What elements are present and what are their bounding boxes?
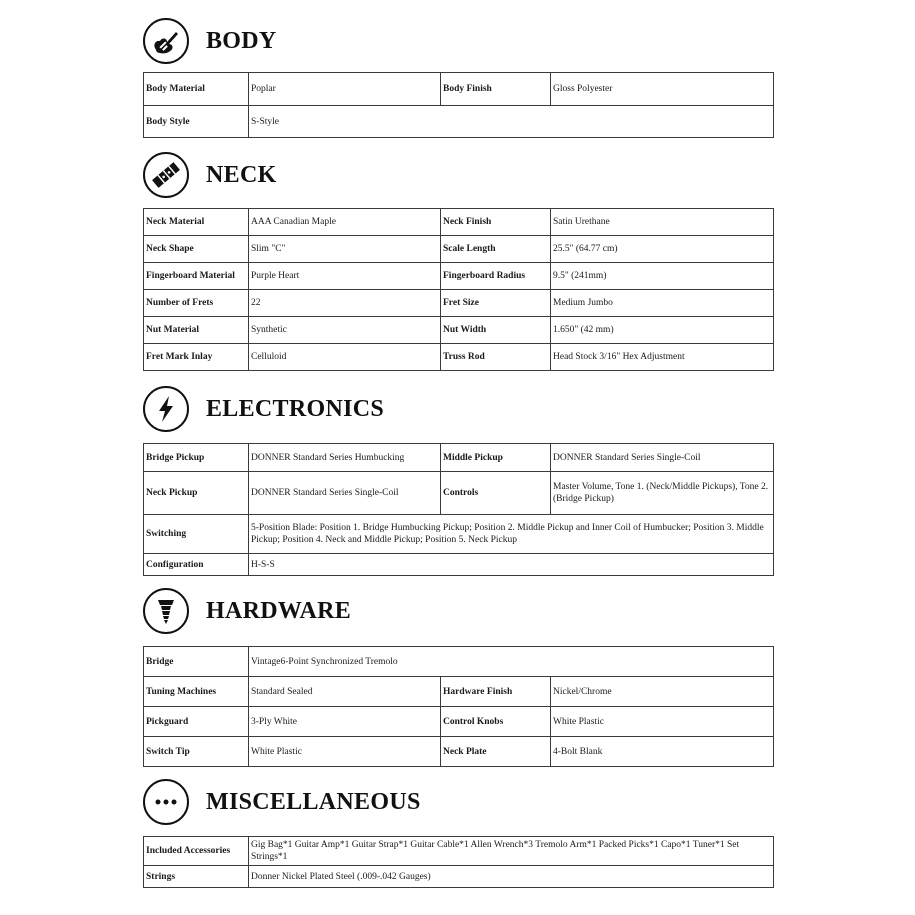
spec-key: Fret Size	[441, 290, 551, 317]
spec-key: Neck Material	[144, 209, 249, 236]
section-title: HARDWARE	[206, 597, 352, 624]
spec-key: Included Accessories	[144, 837, 249, 866]
table-row	[144, 737, 774, 767]
spec-value: Satin Urethane	[551, 209, 774, 236]
spec-value: DONNER Standard Series Single-Coil	[551, 444, 774, 472]
hardware-spec-table	[143, 646, 774, 767]
table-row	[144, 647, 774, 677]
neck-spec-table	[143, 208, 774, 371]
spec-value: 9.5" (241mm)	[551, 263, 774, 290]
table-row	[144, 444, 774, 472]
table-row	[144, 707, 774, 737]
section-title: NECK	[206, 161, 277, 188]
guitar-body-icon	[143, 18, 189, 64]
spec-key: Hardware Finish	[441, 677, 551, 707]
spec-value: 22	[249, 290, 441, 317]
spec-value: AAA Canadian Maple	[249, 209, 441, 236]
spec-key: Fingerboard Material	[144, 263, 249, 290]
spec-value: 1.650" (42 mm)	[551, 317, 774, 344]
screw-icon	[143, 588, 189, 634]
guitar-neck-icon	[143, 152, 189, 198]
spec-key: Bridge	[144, 647, 249, 677]
spec-key: Bridge Pickup	[144, 444, 249, 472]
table-row	[144, 677, 774, 707]
spec-value: Nickel/Chrome	[551, 677, 774, 707]
spec-value: Head Stock 3/16" Hex Adjustment	[551, 344, 774, 371]
table-row	[144, 317, 774, 344]
spec-key: Body Style	[144, 106, 249, 138]
spec-key: Neck Shape	[144, 236, 249, 263]
spec-value: Vintage6-Point Synchronized Tremolo	[249, 647, 774, 677]
spec-value: Slim "C"	[249, 236, 441, 263]
electronics-spec-table	[143, 443, 774, 576]
section-header-electronics	[143, 384, 384, 434]
section-header-hardware	[143, 586, 351, 636]
spec-value: White Plastic	[551, 707, 774, 737]
spec-key: Nut Width	[441, 317, 551, 344]
spec-value: Poplar	[249, 73, 441, 106]
spec-key: Body Finish	[441, 73, 551, 106]
spec-value: Medium Jumbo	[551, 290, 774, 317]
spec-value: 25.5" (64.77 cm)	[551, 236, 774, 263]
spec-value: DONNER Standard Series Humbucking	[249, 444, 441, 472]
spec-key: Truss Rod	[441, 344, 551, 371]
spec-value: Celluloid	[249, 344, 441, 371]
section-title: ELECTRONICS	[206, 395, 385, 422]
table-row	[144, 472, 774, 515]
spec-key: Nut Material	[144, 317, 249, 344]
spec-key: Neck Pickup	[144, 472, 249, 515]
table-row	[144, 290, 774, 317]
spec-key: Body Material	[144, 73, 249, 106]
table-row	[144, 866, 774, 888]
spec-key: Configuration	[144, 554, 249, 576]
table-row	[144, 236, 774, 263]
spec-key: Tuning Machines	[144, 677, 249, 707]
spec-value: 3-Ply White	[249, 707, 441, 737]
table-row	[144, 344, 774, 371]
section-header-neck	[143, 150, 277, 200]
section-title: BODY	[206, 27, 277, 54]
spec-key: Pickguard	[144, 707, 249, 737]
spec-key: Fingerboard Radius	[441, 263, 551, 290]
spec-value: Master Volume, Tone 1. (Neck/Middle Pickups), Tone 2. (Bridge Pickup)	[551, 472, 774, 515]
spec-key: Switching	[144, 515, 249, 554]
section-title: MISCELLANEOUS	[206, 788, 421, 815]
spec-value: S-Style	[249, 106, 774, 138]
table-row	[144, 73, 774, 106]
spec-key: Neck Plate	[441, 737, 551, 767]
spec-value: Purple Heart	[249, 263, 441, 290]
spec-value: 4-Bolt Blank	[551, 737, 774, 767]
spec-value: White Plastic	[249, 737, 441, 767]
spec-value: Gig Bag*1 Guitar Amp*1 Guitar Strap*1 Guitar Cable*1 Allen Wrench*3 Tremolo Arm*1 Packed Picks*1 Capo*1 Tuner*1 Set Strings*1	[249, 837, 774, 866]
section-header-body	[143, 16, 277, 66]
spec-key: Neck Finish	[441, 209, 551, 236]
table-row	[144, 837, 774, 866]
spec-key: Control Knobs	[441, 707, 551, 737]
spec-value: 5-Position Blade: Position 1. Bridge Humbucking Pickup; Position 2. Middle Pickup and Inner Coil of Humbucker; Position 3. Middle Pickup; Position 4. Neck and Middle Pickup; Position 5. Neck Pickup	[249, 515, 774, 554]
spec-key: Scale Length	[441, 236, 551, 263]
table-row	[144, 515, 774, 554]
lightning-bolt-icon	[143, 386, 189, 432]
section-header-miscellaneous	[143, 777, 421, 827]
spec-key: Number of Frets	[144, 290, 249, 317]
table-row	[144, 554, 774, 576]
spec-value: DONNER Standard Series Single-Coil	[249, 472, 441, 515]
spec-value: Standard Sealed	[249, 677, 441, 707]
spec-key: Controls	[441, 472, 551, 515]
misc-spec-table	[143, 836, 774, 888]
table-row	[144, 106, 774, 138]
ellipsis-icon	[143, 779, 189, 825]
body-spec-table	[143, 72, 774, 138]
spec-key: Strings	[144, 866, 249, 888]
spec-value: Gloss Polyester	[551, 73, 774, 106]
spec-key: Middle Pickup	[441, 444, 551, 472]
table-row	[144, 263, 774, 290]
spec-value: Synthetic	[249, 317, 441, 344]
spec-value: Donner Nickel Plated Steel (.009-.042 Gauges)	[249, 866, 774, 888]
spec-key: Switch Tip	[144, 737, 249, 767]
spec-value: H-S-S	[249, 554, 774, 576]
spec-key: Fret Mark Inlay	[144, 344, 249, 371]
table-row	[144, 209, 774, 236]
